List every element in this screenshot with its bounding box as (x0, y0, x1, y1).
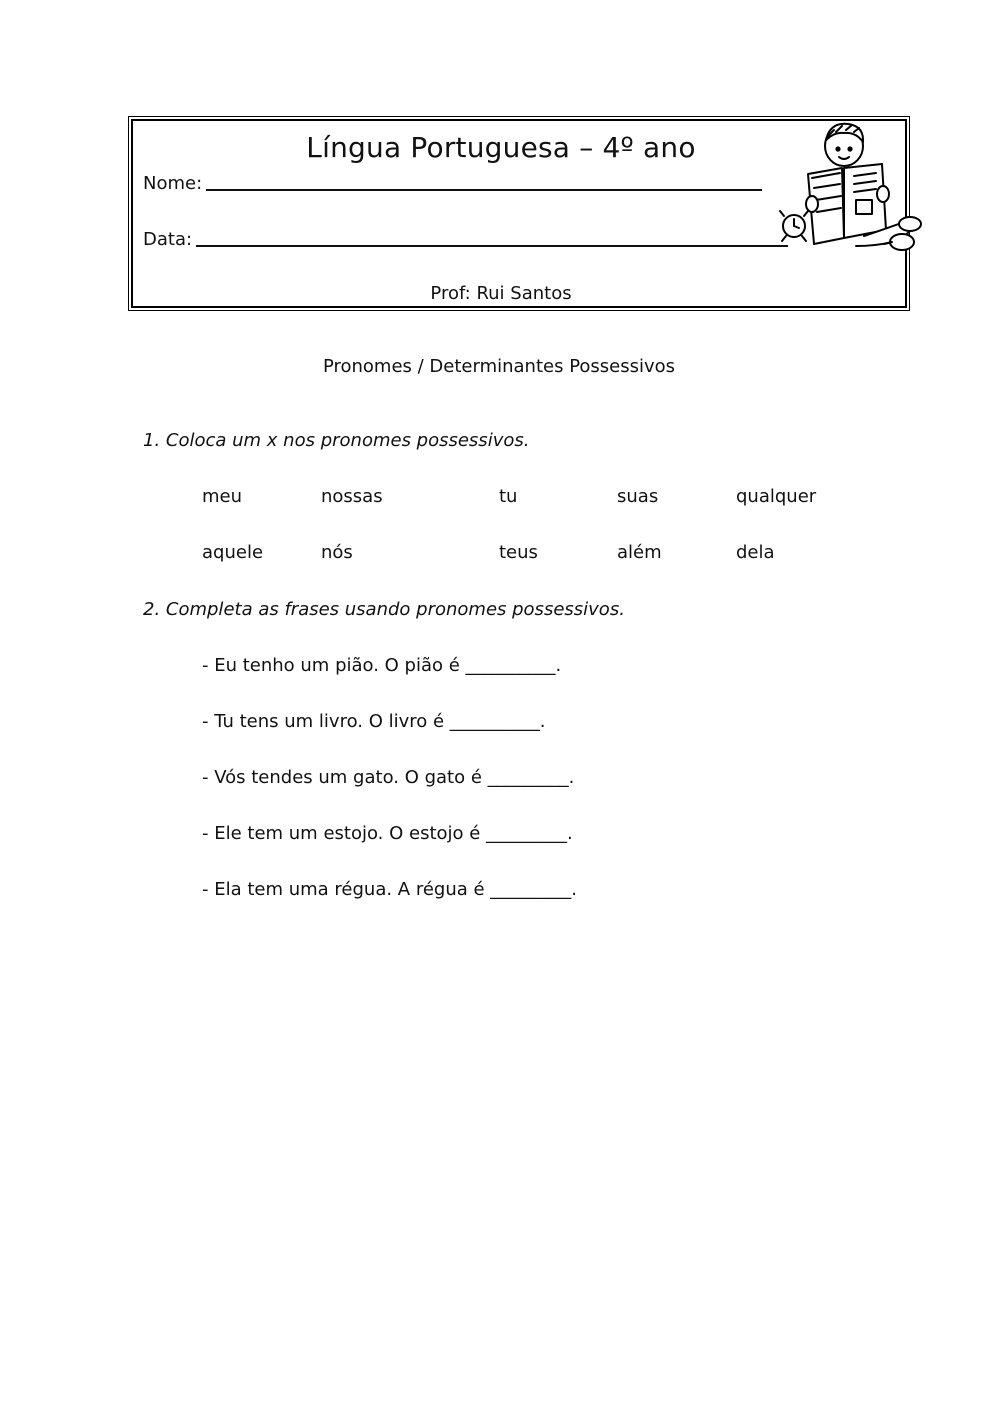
lesson-subtitle: Pronomes / Determinantes Possessivos (322, 356, 676, 377)
word-option[interactable]: aquele (202, 542, 264, 563)
fill-in-sentence[interactable]: - Ela tem uma régua. A régua é _________. (202, 879, 578, 900)
worksheet-title: Língua Portuguesa – 4º ano (306, 131, 696, 164)
fill-in-sentence[interactable]: - Tu tens um livro. O livro é __________. (202, 711, 546, 732)
date-field[interactable] (143, 227, 788, 250)
word-option[interactable]: meu (202, 486, 243, 507)
date-label: Data: (143, 229, 193, 250)
exercise2-instruction: 2. Completa as frases usando pronomes possessivos. (143, 599, 625, 620)
word-option[interactable]: dela (736, 542, 775, 563)
fill-in-sentence[interactable]: - Vós tendes um gato. O gato é _________. (202, 767, 575, 788)
word-option[interactable]: teus (499, 542, 538, 563)
fill-in-sentence[interactable]: - Ele tem um estojo. O estojo é _________. (202, 823, 573, 844)
name-field[interactable] (143, 171, 762, 194)
word-option[interactable]: suas (617, 486, 659, 507)
exercise1-instruction: 1. Coloca um x nos pronomes possessivos. (143, 430, 530, 451)
word-option[interactable]: nós (321, 542, 353, 563)
word-option[interactable]: nossas (321, 486, 383, 507)
word-option[interactable]: qualquer (736, 486, 817, 507)
name-line[interactable] (206, 171, 762, 191)
word-option[interactable]: além (617, 542, 662, 563)
boy-reading-book-icon (764, 120, 924, 260)
fill-in-sentence[interactable]: - Eu tenho um pião. O pião é __________. (202, 655, 562, 676)
teacher-name: Prof: Rui Santos (430, 283, 572, 304)
word-option[interactable]: tu (499, 486, 518, 507)
name-label: Nome: (143, 173, 203, 194)
date-line[interactable] (196, 227, 788, 247)
